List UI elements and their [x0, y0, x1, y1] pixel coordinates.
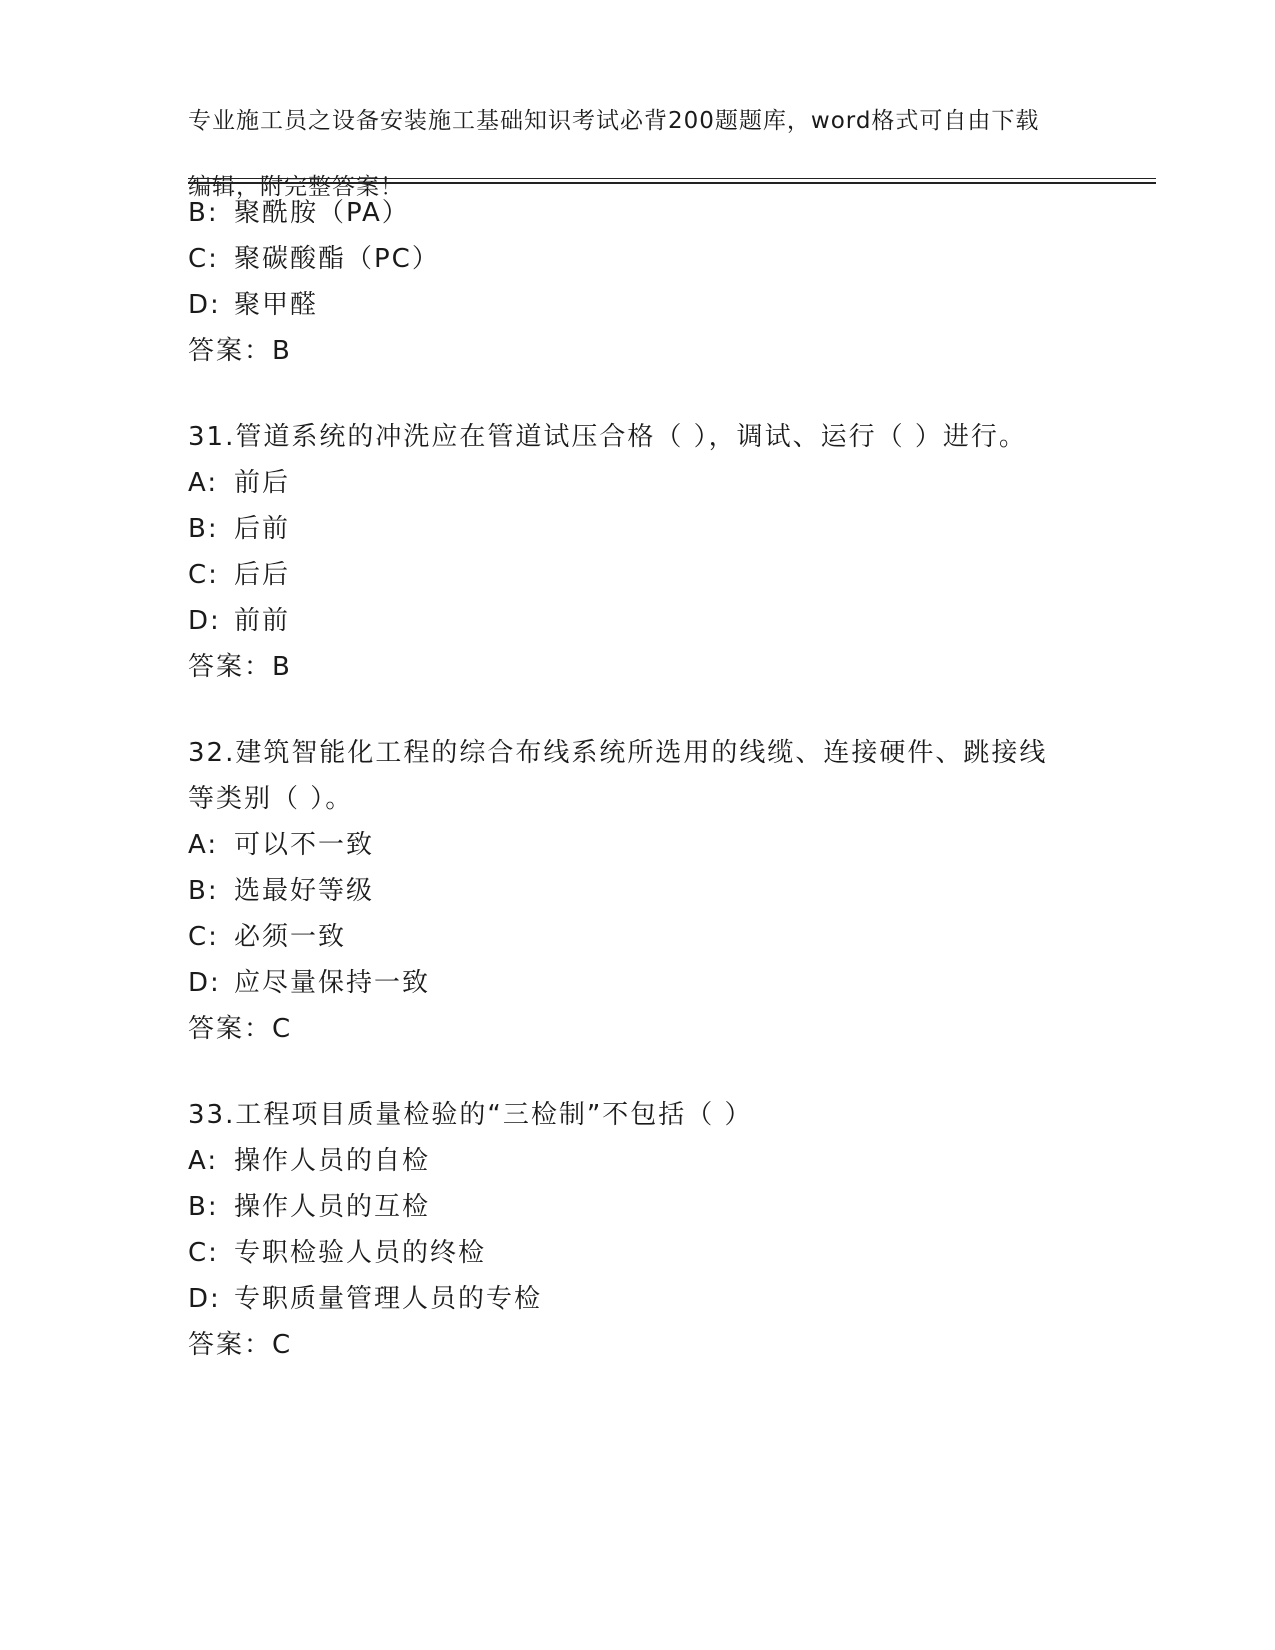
- question-32: [188, 730, 1088, 1052]
- option-letter: A:: [188, 1146, 219, 1176]
- header-title-line-2: 编辑，附完整答案！: [188, 174, 404, 200]
- option-letter: C:: [188, 922, 219, 952]
- question-stem: 33.工程项目质量检验的“三检制”不包括（ ）: [188, 1100, 753, 1130]
- option-text: 专职检验人员的终检: [234, 1238, 487, 1268]
- option-text: 后后: [234, 560, 291, 590]
- option-letter: A:: [188, 830, 219, 860]
- option-letter: B:: [188, 1192, 219, 1222]
- question-33: [188, 1092, 1088, 1368]
- option-b: [188, 868, 1088, 914]
- option-letter: B:: [188, 198, 219, 228]
- option-c: [188, 236, 1088, 282]
- question-stem: 32.建筑智能化工程的综合布线系统所选用的线缆、连接硬件、跳接线等类别（ ）。: [188, 738, 1048, 814]
- option-d: [188, 598, 1088, 644]
- answer: 答案：C: [188, 1330, 293, 1360]
- option-text: 聚酰胺（PA）: [234, 198, 410, 228]
- option-letter: D:: [188, 606, 221, 636]
- option-a: [188, 822, 1088, 868]
- option-d: [188, 960, 1088, 1006]
- question-31: [188, 414, 1088, 690]
- option-text: 前后: [234, 468, 291, 498]
- question-list: [188, 190, 1088, 1368]
- option-b: [188, 1184, 1088, 1230]
- option-a: [188, 460, 1088, 506]
- option-text: 应尽量保持一致: [234, 968, 431, 998]
- option-b: [188, 190, 1088, 236]
- question-stem: 31.管道系统的冲洗应在管道试压合格（ ），调试、运行（ ）进行。: [188, 422, 1027, 452]
- option-text: 必须一致: [234, 922, 347, 952]
- option-text: 操作人员的互检: [234, 1192, 431, 1222]
- option-text: 专职质量管理人员的专检: [234, 1284, 543, 1314]
- option-text: 选最好等级: [234, 876, 375, 906]
- option-letter: C:: [188, 244, 219, 274]
- answer: 答案：B: [188, 336, 292, 366]
- option-text: 可以不一致: [234, 830, 375, 860]
- option-b: [188, 506, 1088, 552]
- answer: 答案：B: [188, 652, 292, 682]
- option-d: [188, 282, 1088, 328]
- option-letter: D:: [188, 290, 221, 320]
- option-d: [188, 1276, 1088, 1322]
- option-letter: C:: [188, 1238, 219, 1268]
- header-title-line-1: 专业施工员之设备安装施工基础知识考试必背200题题库，word格式可自由下载: [188, 108, 1040, 134]
- option-c: [188, 914, 1088, 960]
- answer: 答案：C: [188, 1014, 293, 1044]
- option-text: 操作人员的自检: [234, 1146, 431, 1176]
- option-text: 后前: [234, 514, 291, 544]
- option-letter: D:: [188, 1284, 221, 1314]
- option-letter: A:: [188, 468, 219, 498]
- option-c: [188, 552, 1088, 598]
- question-continuation: [188, 190, 1088, 374]
- option-text: 聚碳酸酯（PC）: [234, 244, 440, 274]
- option-letter: B:: [188, 514, 219, 544]
- option-letter: D:: [188, 968, 221, 998]
- option-c: [188, 1230, 1088, 1276]
- header-divider: [188, 178, 1156, 184]
- option-a: [188, 1138, 1088, 1184]
- option-letter: B:: [188, 876, 219, 906]
- option-text: 聚甲醛: [234, 290, 319, 320]
- option-letter: C:: [188, 560, 219, 590]
- option-text: 前前: [234, 606, 291, 636]
